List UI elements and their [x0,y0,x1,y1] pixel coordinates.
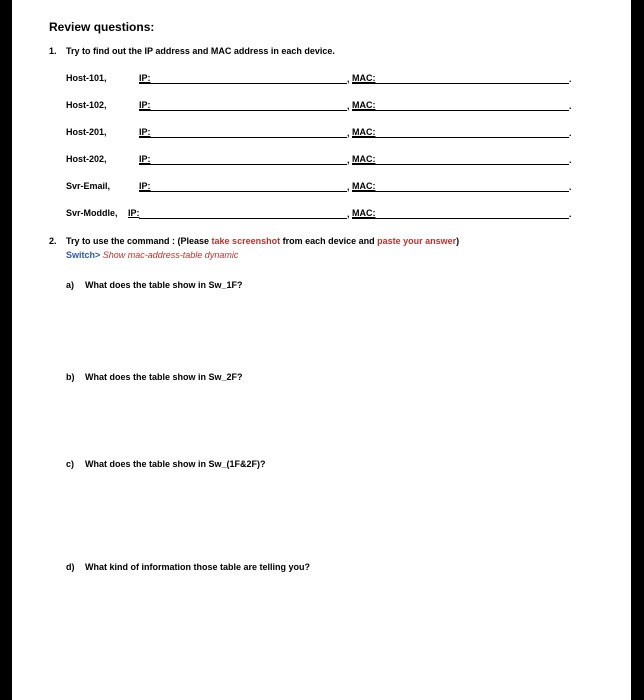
comma: , [347,182,350,192]
switch-prompt: Switch> [66,250,101,260]
subquestion-b [66,372,243,382]
subquestion-d [66,562,310,572]
device-row-host-101 [66,73,572,87]
device-name: Svr-Moddle, [66,208,118,218]
device-name: Svr-Email, [66,181,111,191]
period: . [569,74,572,84]
mac-label: MAC: [352,73,376,83]
subquestion-letter: c) [66,459,75,469]
period: . [569,209,572,219]
ip-answer-line[interactable] [139,191,347,192]
mac-answer-line[interactable] [352,218,569,219]
question-1-text: Try to find out the IP address and MAC address in each device. [66,46,335,56]
mac-label: MAC: [352,208,376,218]
mac-label: MAC: [352,154,376,164]
subquestion-letter: b) [66,372,75,382]
question-2-text-mid: from each device and [280,236,378,246]
mac-answer-line[interactable] [352,110,569,111]
question-1-number: 1. [49,46,57,56]
mac-label: MAC: [352,127,376,137]
subquestion-text: What does the table show in Sw_(1F&2F)? [85,459,266,469]
period: . [569,155,572,165]
mac-answer-line[interactable] [352,137,569,138]
comma: , [347,155,350,165]
ip-label: IP: [128,208,140,218]
device-name: Host-202, [66,154,107,164]
mac-label: MAC: [352,181,376,191]
command-line [66,250,238,260]
ip-answer-line[interactable] [139,83,347,84]
device-row-svr-email [66,181,572,195]
command-text: Show mac-address-table dynamic [100,250,239,260]
mac-answer-line[interactable] [352,83,569,84]
comma: , [347,74,350,84]
subquestion-a [66,280,243,290]
question-2-text-end: ) [456,236,460,246]
question-2-text-start: Try to use the command : (Please [66,236,212,246]
subquestion-c [66,459,266,469]
subquestion-text: What does the table show in Sw_1F? [85,280,243,290]
mac-label: MAC: [352,100,376,110]
document-page [12,0,631,700]
ip-answer-line[interactable] [139,110,347,111]
comma: , [347,128,350,138]
ip-answer-line[interactable] [139,137,347,138]
ip-answer-line[interactable] [139,164,347,165]
question-1 [49,46,335,56]
subquestion-letter: d) [66,562,75,572]
ip-label: IP: [139,73,151,83]
ip-answer-line[interactable] [139,218,347,219]
ip-label: IP: [139,100,151,110]
period: . [569,101,572,111]
highlight-take-screenshot: take screenshot [211,236,281,246]
highlight-paste-answer: paste your answer [377,236,457,246]
question-2-number: 2. [49,236,57,246]
device-name: Host-102, [66,100,107,110]
subquestion-text: What kind of information those table are telling you? [85,562,311,572]
subquestion-letter: a) [66,280,75,290]
device-row-host-201 [66,127,572,141]
device-row-host-102 [66,100,572,114]
subquestion-text: What does the table show in Sw_2F? [85,372,243,382]
period: . [569,128,572,138]
ip-label: IP: [139,127,151,137]
ip-label: IP: [139,154,151,164]
device-row-svr-moddle [66,208,572,222]
mac-answer-line[interactable] [352,191,569,192]
period: . [569,182,572,192]
device-name: Host-101, [66,73,107,83]
ip-label: IP: [139,181,151,191]
question-2 [49,236,459,246]
device-name: Host-201, [66,127,107,137]
comma: , [347,101,350,111]
page-title: Review questions: [49,20,155,34]
mac-answer-line[interactable] [352,164,569,165]
comma: , [347,209,350,219]
device-row-host-202 [66,154,572,168]
